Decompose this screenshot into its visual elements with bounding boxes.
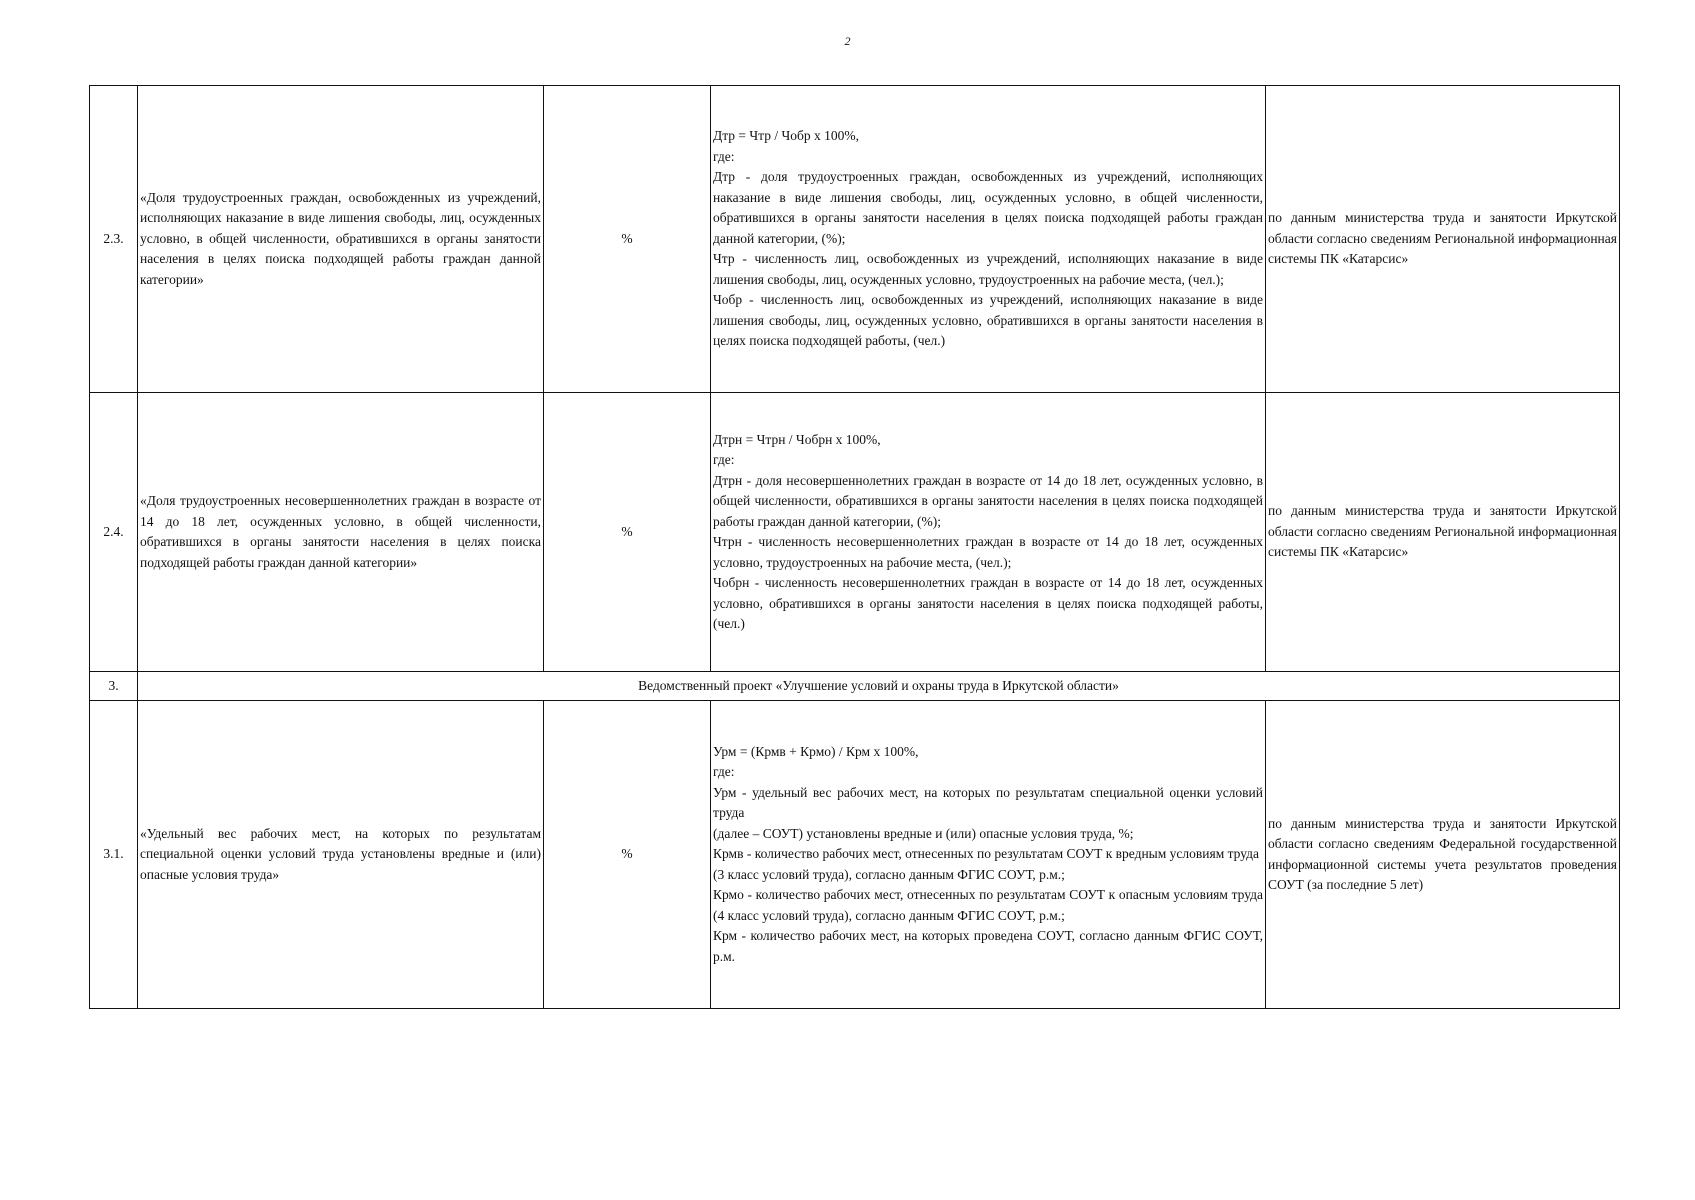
unit-of-measure: %: [544, 701, 711, 1009]
formula-line: Крм - количество рабочих мест, на которых проведена СОУТ, согласно данным ФГИС СОУТ, р.м.: [713, 928, 1263, 964]
formula-line: где:: [713, 148, 735, 164]
formula-line: где:: [713, 452, 735, 467]
unit-of-measure: %: [544, 86, 711, 393]
row-number: 3.1.: [90, 701, 138, 1009]
table-row-2-4: [90, 393, 1620, 672]
data-source: по данным министерства труда и занятости Иркутской области согласно сведениям Региональной информационная системы ПК «Катарсис»: [1266, 86, 1620, 393]
formula-line: Чтрн - численность несовершеннолетних граждан в возрасте от 14 до 18 лет, осужденных условно, трудоустроенных на рабочие места, (чел.);: [713, 534, 1263, 570]
formula-line: Чобр - численность лиц, освобожденных из учреждений, исполняющих наказание в виде лишения свободы, лиц, осужденных условно, обратившихся в органы занятости населения в целях поиска подходящей работы, (чел.): [713, 292, 1263, 349]
formula-line: Урм = (Крмв + Крмо) / Крм х 100%,: [713, 743, 919, 759]
row-number: 2.4.: [90, 393, 138, 672]
calculation-formula: [711, 701, 1266, 1009]
calculation-formula: [711, 393, 1266, 672]
formula-line: Крмв - количество рабочих мест, отнесенных по результатам СОУТ к вредным условиям труда: [713, 846, 1260, 862]
formula-line: где:: [713, 764, 735, 780]
formula-line: Крмо - количество рабочих мест, отнесенных по результатам СОУТ к опасным условиям труда (4 класс условий труда), согласно данным ФГИС СОУТ, р.м.;: [713, 887, 1263, 923]
formula-line: (далее – СОУТ) установлены вредные и (или) опасные условия труда, %;: [713, 825, 1134, 841]
formula-line: Дтр - доля трудоустроенных граждан, освобожденных из учреждений, исполняющих наказание в виде лишения свободы, лиц, осужденных условно, в общей численности, обратившихся в органы занятости населения в целях поиска подходящей работы граждан данной категории, (%);: [713, 169, 1263, 246]
formula-line: Дтрн = Чтрн / Чобрн х 100%,: [713, 431, 881, 447]
row-number: 2.3.: [90, 86, 138, 393]
table-row-2-3: [90, 86, 1620, 393]
page-number: 2: [844, 34, 851, 48]
formula-line: Урм - удельный вес рабочих мест, на которых по результатам специальной оценки условий труда: [713, 784, 1263, 821]
formula-line: Дтр = Чтр / Чобр х 100%,: [713, 128, 859, 144]
indicator-name: «Доля трудоустроенных граждан, освобожденных из учреждений, исполняющих наказание в виде лишения свободы, лиц, осужденных условно, в общей численности, обратившихся в органы занятости населения в целях поиска подходящей работы граждан данной категории»: [138, 86, 544, 393]
formula-line: Дтрн - доля несовершеннолетних граждан в возрасте от 14 до 18 лет, осужденных условно, в общей численности, обратившихся в органы занятости населения в целях поиска подходящей работы граждан данной категории, (%);: [713, 472, 1263, 529]
section-title: Ведомственный проект «Улучшение условий и охраны труда в Иркутской области»: [138, 672, 1620, 701]
table-row-section-3: [90, 672, 1620, 701]
data-source: по данным министерства труда и занятости Иркутской области согласно сведениям Федеральной государственной информационной системы учета результатов проведения СОУТ (за последние 5 лет): [1266, 701, 1620, 1009]
indicator-name: «Удельный вес рабочих мест, на которых по результатам специальной оценки условий труда установлены вредные и (или) опасные условия труда»: [138, 701, 544, 1009]
formula-line: (3 класс условий труда), согласно данным ФГИС СОУТ, р.м.;: [713, 866, 1065, 882]
indicators-table: [89, 85, 1620, 1009]
section-number: 3.: [90, 672, 138, 701]
table-row-3-1: [90, 701, 1620, 1009]
data-source: по данным министерства труда и занятости Иркутской области согласно сведениям Региональной информационная системы ПК «Катарсис»: [1266, 393, 1620, 672]
formula-line: Чобрн - численность несовершеннолетних граждан в возрасте от 14 до 18 лет, осужденных условно, обратившихся в органы занятости населения в целях поиска подходящей работы, (чел.): [713, 575, 1263, 631]
calculation-formula: [711, 86, 1266, 393]
indicator-name: «Доля трудоустроенных несовершеннолетних граждан в возрасте от 14 до 18 лет, осужденных условно, в общей численности, обратившихся в органы занятости населения в целях поиска подходящей работы граждан данной категории»: [138, 393, 544, 672]
unit-of-measure: %: [544, 393, 711, 672]
formula-line: Чтр - численность лиц, освобожденных из учреждений, исполняющих наказание в виде лишения свободы, лиц, осужденных условно, трудоустроенных на рабочие места, (чел.);: [713, 251, 1263, 287]
